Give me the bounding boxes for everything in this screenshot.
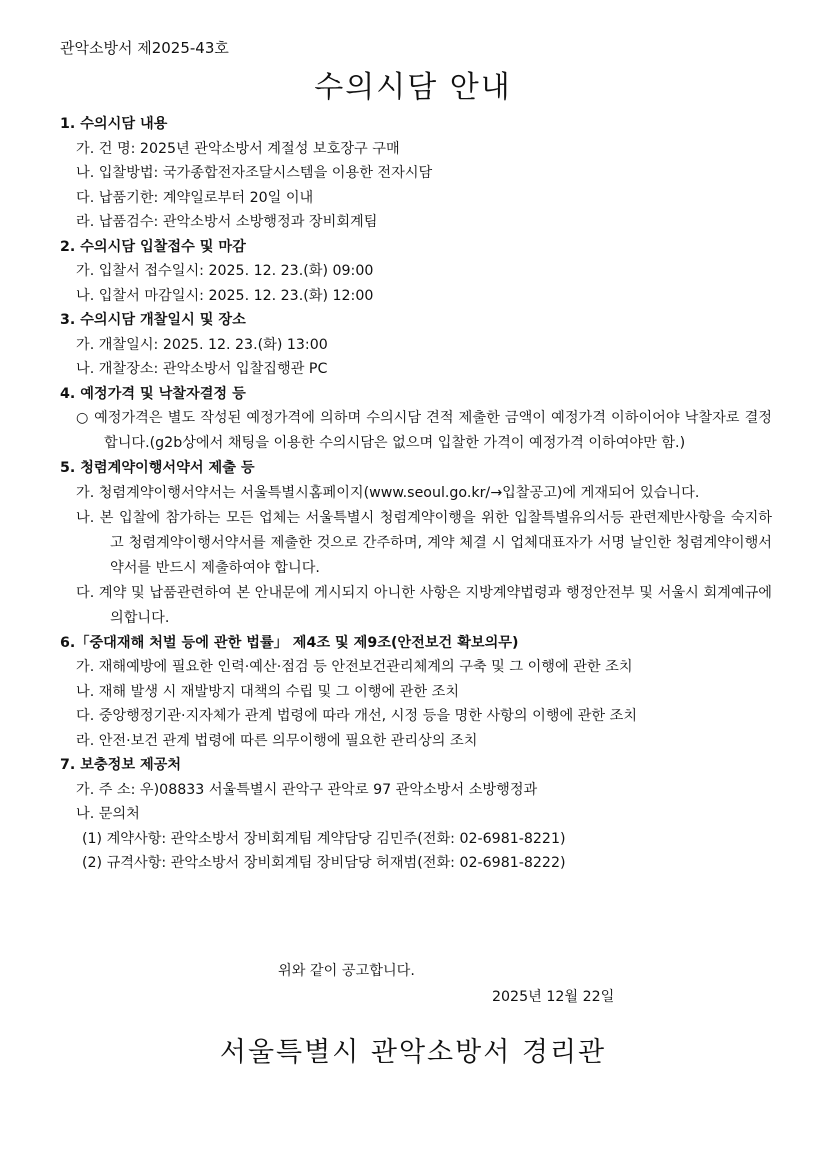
- document-title: 수의시담 안내: [314, 70, 512, 105]
- section-2: [60, 235, 772, 309]
- section-heading: 1. 수의시담 내용: [60, 116, 168, 132]
- section-item: 가. 건 명: 2025년 관악소방서 계절성 보호장구 구매: [76, 140, 400, 157]
- contact-item: (2) 규격사항: 관악소방서 장비회계팀 장비담당 허재범(전화: 02-6981-8222): [82, 855, 566, 871]
- section-item: 나. 문의처: [76, 806, 140, 822]
- section-paragraph: 다. 계약 및 납품관련하여 본 안내문에 게시되지 아니한 사항은 지방계약법령과 행정안전부 및 서울시 회계예규에 의합니다.: [76, 584, 772, 626]
- section-item: 가. 입찰서 접수일시: 2025. 12. 23.(화) 09:00: [76, 263, 374, 279]
- section-item: 나. 입찰방법: 국가종합전자조달시스템을 이용한 전자시담: [76, 165, 433, 181]
- section-item: 가. 재해예방에 필요한 인력·예산·점검 등 안전보건관리체계의 구축 및 그 이행에 관한 조치: [76, 659, 633, 675]
- section-heading: 4. 예정가격 및 낙찰자결정 등: [60, 385, 246, 402]
- section-item: 다. 납품기한: 계약일로부터 20일 이내: [76, 189, 314, 206]
- section-item: 다. 중앙행정기관·지자체가 관계 법령에 따라 개선, 시정 등을 명한 사항의 이행에 관한 조치: [76, 708, 638, 724]
- document-body: [60, 112, 772, 876]
- section-item: 나. 개찰장소: 관악소방서 입찰집행관 PC: [76, 361, 328, 377]
- section-item: 라. 안전·보건 관계 법령에 따른 의무이행에 필요한 관리상의 조치: [76, 732, 478, 749]
- closing-statement: 위와 같이 공고합니다.: [278, 963, 415, 979]
- section-3: [60, 308, 772, 382]
- section-paragraph: 나. 본 입찰에 참가하는 모든 업체는 서울특별시 청렴계약이행을 위한 입찰특별유의서등 관련제반사항을 숙지하고 청렴계약이행서약서를 제출한 것으로 간주하며, 계약 체결 시 업체대표자가 서명 날인한 청렴계약이행서약서를 반드시 제출하여야 합니다.: [76, 509, 772, 576]
- section-5: [60, 456, 772, 631]
- section-1: [60, 112, 772, 235]
- section-item: 나. 재해 발생 시 재발방지 대책의 수립 및 그 이행에 관한 조치: [76, 683, 460, 700]
- section-item: 가. 개찰일시: 2025. 12. 23.(화) 13:00: [76, 336, 328, 353]
- issuer-signature: 서울특별시 관악소방서 경리관: [219, 1037, 607, 1068]
- section-heading: 7. 보충정보 제공처: [60, 757, 182, 773]
- section-6: [60, 631, 772, 754]
- contact-item: (1) 계약사항: 관악소방서 장비회계팀 계약담당 김민주(전화: 02-6981-8221): [82, 830, 566, 847]
- document-number: 관악소방서 제2025-43호: [60, 39, 229, 57]
- section-item: 라. 납품검수: 관악소방서 소방행정과 장비회계팀: [76, 214, 378, 230]
- section-item: 가. 주 소: 우)08833 서울특별시 관악구 관악로 97 관악소방서 소방행정과: [76, 781, 538, 798]
- section-4: [60, 382, 772, 457]
- section-paragraph: 가. 청렴계약이행서약서는 서울특별시홈페이지(www.seoul.go.kr/→입찰공고)에 게재되어 있습니다.: [76, 484, 700, 501]
- section-paragraph: ○ 예정가격은 별도 작성된 예정가격에 의하며 수의시담 견적 제출한 금액이 예정가격 이하이어야 낙찰자로 결정합니다.(g2b상에서 채팅을 이용한 수의시담은 없으며 입찰한 가격이 예정가격 이하여야만 함.): [76, 410, 772, 451]
- section-heading: 5. 청렴계약이행서약서 제출 등: [60, 460, 255, 476]
- section-heading: 3. 수의시담 개찰일시 및 장소: [60, 312, 246, 328]
- announcement-date: 2025년 12월 22일: [492, 989, 615, 1005]
- section-heading: 6.「중대재해 처벌 등에 관한 법률」 제4조 및 제9조(안전보건 확보의무): [60, 634, 519, 651]
- section-7: [60, 753, 772, 876]
- section-heading: 2. 수의시담 입찰접수 및 마감: [60, 238, 246, 255]
- section-item: 나. 입찰서 마감일시: 2025. 12. 23.(화) 12:00: [76, 287, 374, 304]
